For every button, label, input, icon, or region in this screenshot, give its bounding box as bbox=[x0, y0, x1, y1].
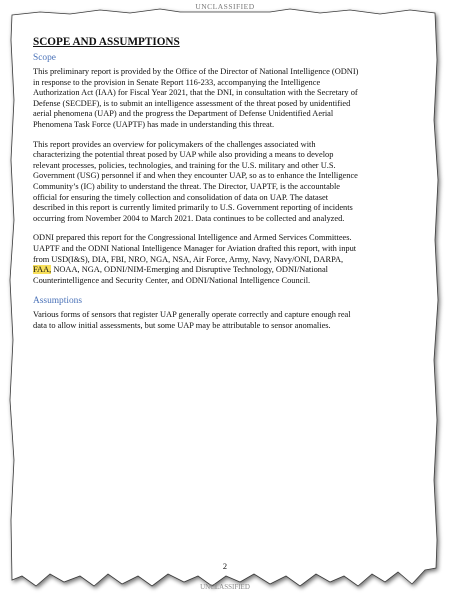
assumptions-heading: Assumptions bbox=[33, 296, 82, 307]
classification-banner-top: UNCLASSIFIED bbox=[195, 2, 255, 11]
classification-banner-bottom: UNCLASSIFIED bbox=[200, 583, 250, 591]
text-line: relevant processes, policies, technologies, and training for the U.S. military and other U.S. bbox=[33, 160, 336, 170]
text-line: occurring from November 2004 to March 2021. Data continues to be collected and analyzed. bbox=[33, 213, 345, 223]
text-line: Counterintelligence and Security Center, and ODNI/National Intelligence Council. bbox=[33, 275, 311, 285]
text-line: ODNI prepared this report for the Congressional Intelligence and Armed Services Committees. bbox=[33, 233, 352, 243]
text-line-with-highlight bbox=[33, 265, 418, 276]
text-line: UAPTF and the ODNI National Intelligence Manager for Aviation drafted this report, with input bbox=[33, 243, 357, 253]
text-line: data to allow initial assessments, but some UAP may be attributable to sensor anomalies. bbox=[33, 320, 331, 330]
scope-paragraph-2 bbox=[33, 140, 418, 225]
text-line: Defense (SECDEF), is to submit an intelligence assessment of the threat posed by unidentified bbox=[33, 98, 351, 108]
text-line: aerial phenomena (UAP) and the progress the Department of Defense Unidentified Aerial bbox=[33, 109, 334, 119]
text-line: Authorization Act (IAA) for Fiscal Year 2021, that the DNI, in consultation with the Secretary of bbox=[33, 88, 358, 98]
scope-paragraph-3 bbox=[33, 233, 418, 286]
text-line: described in this report is currently limited primarily to U.S. Government reporting of incidents bbox=[33, 203, 353, 213]
text-line: Phenomena Task Force (UAPTF) has made in understanding this threat. bbox=[33, 119, 275, 129]
text-line: official for ensuring the timely collection and consolidation of data on UAP. The dataset bbox=[33, 192, 329, 202]
text-line: Government (USG) personnel if and when they encounter UAP, so as to enhance the Intelligence bbox=[33, 171, 358, 181]
assumptions-paragraph-1 bbox=[33, 310, 418, 331]
highlighted-text: FAA, bbox=[33, 265, 52, 275]
text-segment: NOAA, NGA, ODNI/NIM-Emerging and Disruptive Technology, ODNI/National bbox=[53, 265, 328, 275]
document-body bbox=[33, 36, 418, 340]
text-line: Various forms of sensors that register UAP generally operate correctly and capture enough real bbox=[33, 310, 351, 320]
section-title: SCOPE AND ASSUMPTIONS bbox=[33, 36, 180, 48]
scope-heading: Scope bbox=[33, 53, 56, 63]
scope-paragraph-1 bbox=[33, 67, 418, 131]
text-line: in response to the provision in Senate Report 116-233, accompanying the Intelligence bbox=[33, 77, 321, 87]
text-line: characterizing the potential threat posed by UAP while also providing a means to develop bbox=[33, 150, 334, 160]
text-line: from USD(I&S), DIA, FBI, NRO, NGA, NSA, Air Force, Army, Navy, Navy/ONI, DARPA, bbox=[33, 254, 344, 264]
text-line: This report provides an overview for policymakers of the challenges associated with bbox=[33, 139, 316, 149]
page-number: 2 bbox=[222, 562, 228, 571]
text-line: This preliminary report is provided by the Office of the Director of National Intelligence (ODNI) bbox=[33, 67, 359, 76]
text-line: Community’s (IC) ability to understand the threat. The Director, UAPTF, is the accountable bbox=[33, 181, 341, 191]
